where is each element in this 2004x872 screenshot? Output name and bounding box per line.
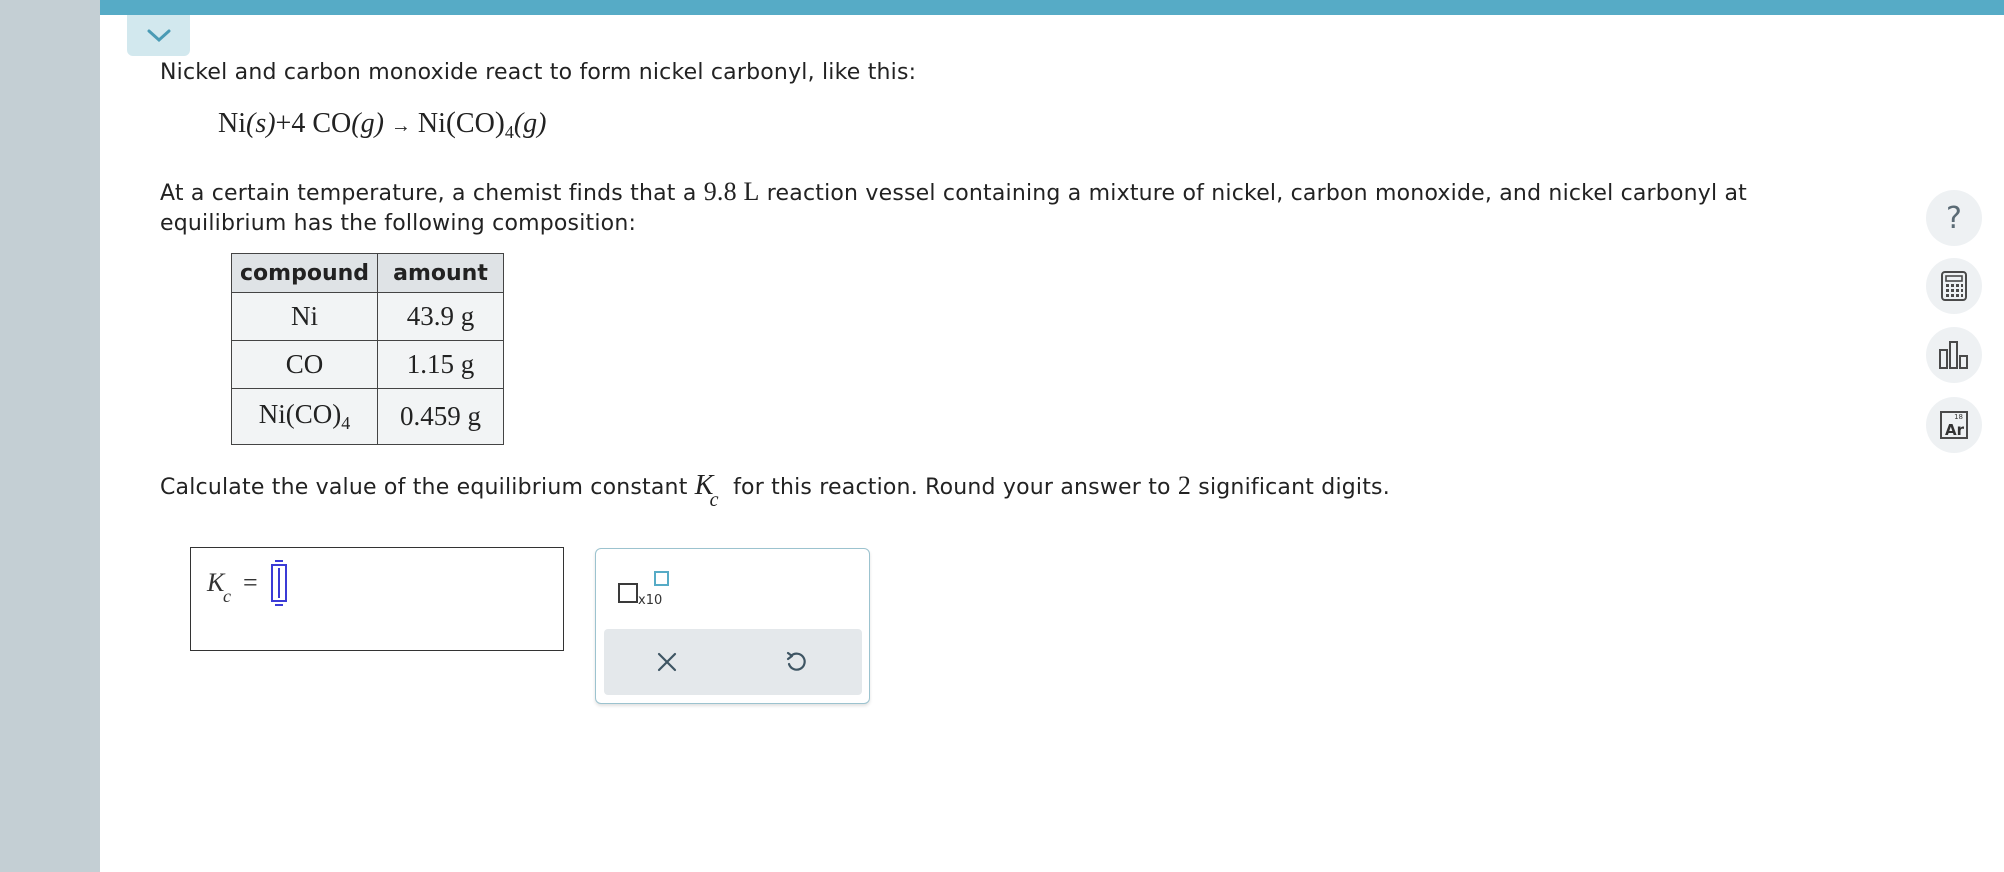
base-box-icon — [618, 583, 638, 603]
help-icon: ? — [1946, 200, 1962, 236]
reaction-equation — [218, 106, 546, 143]
equals-sign: = — [243, 568, 258, 597]
periodic-symbol: Ar — [1945, 421, 1965, 439]
undo-button[interactable] — [776, 642, 816, 682]
kc-label-sub: c — [223, 586, 231, 606]
calculator-icon — [1941, 271, 1967, 301]
eq-co: CO — [312, 108, 352, 139]
eq-product-state: (g) — [513, 108, 547, 139]
eq-product: Ni — [417, 108, 446, 139]
eq-paren-close: ) — [494, 106, 505, 139]
table-header-row — [232, 254, 504, 293]
problem-paragraph — [160, 177, 1860, 239]
eq-sub4: 4 — [504, 122, 514, 142]
undo-icon — [784, 650, 808, 674]
kc-label: K — [207, 568, 225, 597]
top-bar — [100, 0, 2004, 15]
left-rail — [0, 0, 100, 872]
intro-text: Nickel and carbon monoxide react to form nickel carbonyl, like this: — [160, 60, 917, 85]
eq-plus: +4 — [275, 108, 306, 139]
eq-ni-state: (s) — [246, 108, 276, 139]
header-amount: amount — [378, 254, 504, 293]
k-subscript: c — [709, 489, 719, 511]
clear-button[interactable] — [647, 642, 687, 682]
paragraph-before: At a certain temperature, a chemist finds that a — [160, 181, 704, 206]
paragraph-after: reaction vessel containing a mixture of nickel, carbon monoxide, and nickel carbonyl at equilibrium has the following composition: — [160, 181, 1747, 236]
periodic-table-icon — [1940, 411, 1968, 439]
answer-box[interactable] — [190, 547, 564, 651]
calculator-button[interactable] — [1926, 258, 1982, 314]
compound-cell: $Ni(CO)_4$ — [232, 389, 378, 445]
question-after: for this reaction. Round your answer to — [725, 475, 1178, 500]
amount-cell: 43.9 g — [378, 293, 504, 341]
help-button[interactable] — [1926, 190, 1982, 246]
tool-actions — [604, 629, 862, 695]
eq-product-co: CO — [455, 108, 495, 139]
exponent-box-icon — [654, 571, 669, 586]
composition-table — [231, 253, 504, 445]
question-before: Calculate the value of the equilibrium constant — [160, 475, 695, 500]
close-icon — [656, 651, 678, 673]
x10-label: x10 — [638, 593, 663, 608]
digits-value: 2 — [1177, 471, 1192, 500]
amount-cell: 0.459 g — [378, 389, 504, 445]
chevron-down-icon — [146, 28, 172, 44]
eq-ni: Ni — [218, 108, 246, 139]
bar-chart-icon — [1938, 340, 1970, 370]
amount-cell: 1.15 g — [378, 341, 504, 389]
volume-value: 9.8 L — [703, 177, 760, 206]
scientific-notation-button[interactable] — [618, 571, 670, 607]
math-tools-panel — [595, 548, 870, 704]
collapse-button[interactable] — [127, 15, 190, 56]
data-chart-button[interactable] — [1926, 327, 1982, 383]
table-row — [232, 389, 504, 445]
header-compound: compound — [232, 254, 378, 293]
answer-input[interactable] — [271, 564, 287, 602]
eq-paren-open: ( — [445, 106, 456, 139]
compound-cell: Ni — [232, 293, 378, 341]
table-row — [232, 293, 504, 341]
question-text — [160, 470, 1390, 512]
periodic-table-button[interactable] — [1926, 397, 1982, 453]
periodic-number: 18 — [1954, 413, 1963, 421]
compound-cell: CO — [232, 341, 378, 389]
eq-co-state: (g) — [351, 108, 384, 139]
k-symbol: K — [694, 470, 714, 501]
text-cursor — [278, 568, 280, 598]
question-tail: significant digits. — [1191, 475, 1390, 500]
eq-arrow: → — [390, 115, 411, 137]
table-row — [232, 341, 504, 389]
